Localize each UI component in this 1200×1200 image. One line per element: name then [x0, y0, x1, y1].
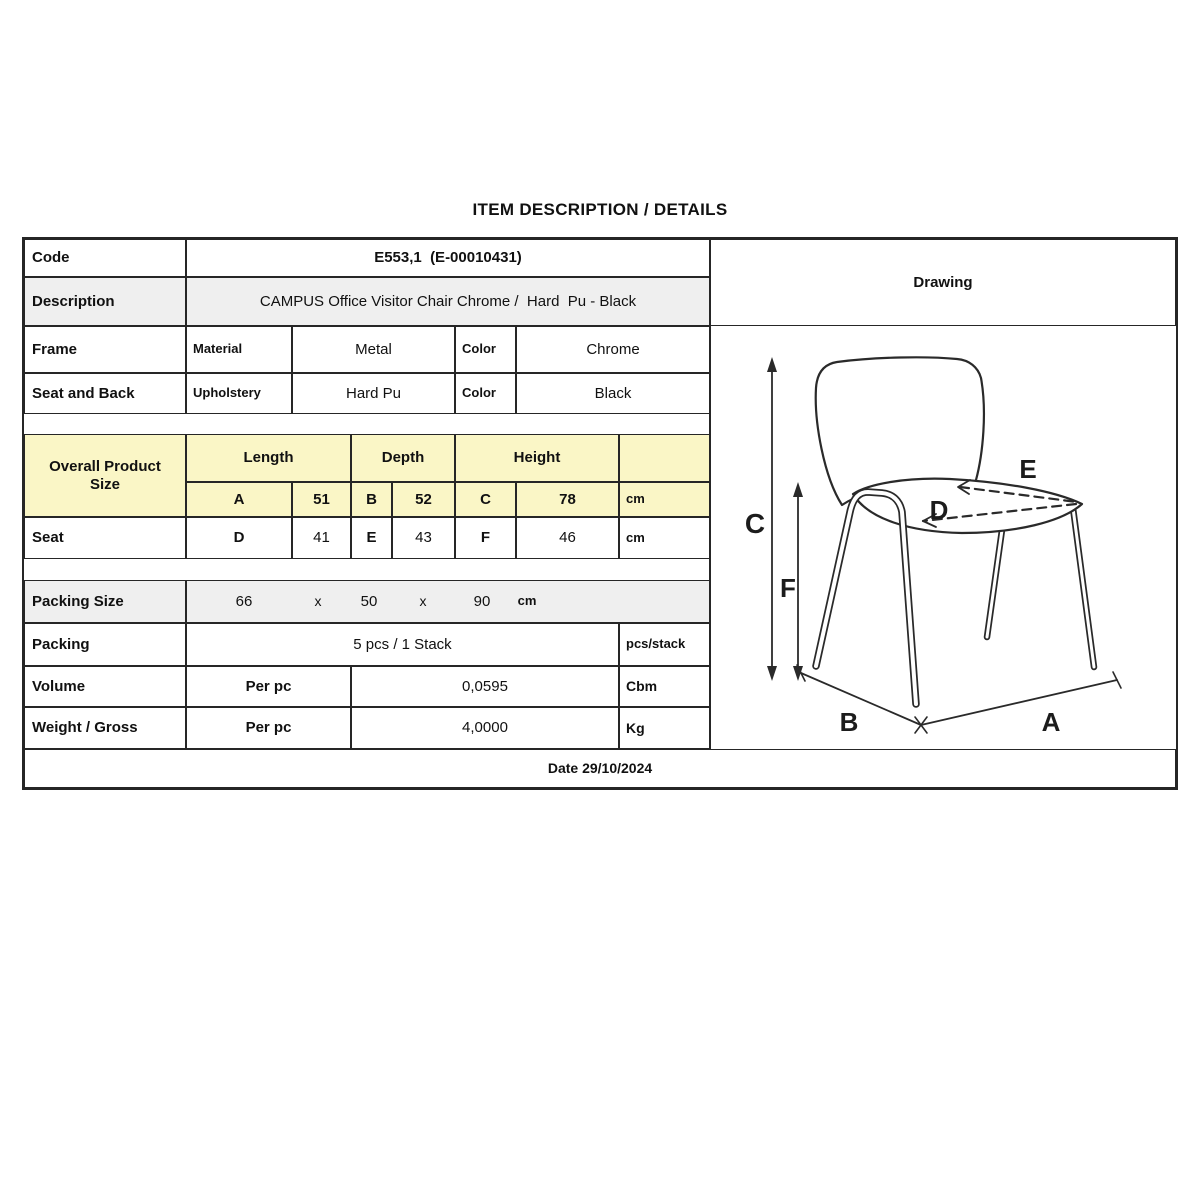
- overall-dim-a-value: 51: [292, 482, 351, 517]
- frame-material-label: Material: [186, 326, 292, 373]
- overall-depth-header: Depth: [351, 434, 455, 482]
- packing-size-height: 90: [473, 592, 491, 610]
- seat-label: Seat: [24, 517, 186, 559]
- spec-table: [22, 237, 1178, 790]
- overall-height-header: Height: [455, 434, 619, 482]
- date-row: Date 29/10/2024: [24, 749, 1176, 788]
- frame-color-value: Chrome: [516, 326, 710, 373]
- seatback-label: Seat and Back: [24, 373, 186, 414]
- dim-c-arrow-bottom: [767, 666, 777, 681]
- overall-unit: cm: [619, 482, 710, 517]
- packing-size-x1: x: [314, 593, 322, 610]
- dim-label-d: D: [929, 495, 949, 525]
- seat-dim-e-value: 43: [392, 517, 455, 559]
- dim-a-line: [921, 680, 1117, 725]
- seatback-upholstery-label: Upholstery: [186, 373, 292, 414]
- overall-dim-c-value: 78: [516, 482, 619, 517]
- dim-c-arrow-top: [767, 357, 777, 372]
- volume-value: 0,0595: [351, 666, 619, 707]
- packing-size-label: Packing Size: [24, 580, 186, 623]
- weight-label: Weight / Gross: [24, 707, 186, 749]
- overall-dim-b-value: 52: [392, 482, 455, 517]
- seatback-upholstery-value: Hard Pu: [292, 373, 455, 414]
- packing-size-length: 66: [235, 592, 253, 610]
- packing-size-width: 50: [360, 592, 378, 610]
- drawing-header: Drawing: [710, 239, 1176, 326]
- chair-drawing: [710, 326, 1176, 749]
- overall-dim-a-key: A: [186, 482, 292, 517]
- frame-material-value: Metal: [292, 326, 455, 373]
- weight-per-pc: Per pc: [186, 707, 351, 749]
- chair-rear-right-leg-fill: [987, 530, 1002, 637]
- seat-dim-f-key: F: [455, 517, 516, 559]
- code-label: Code: [24, 239, 186, 277]
- dim-label-e: E: [1019, 454, 1037, 484]
- packing-label: Packing: [24, 623, 186, 666]
- packing-size-value: [186, 580, 710, 623]
- dim-f-arrow-top: [793, 482, 803, 497]
- packing-value: 5 pcs / 1 Stack: [186, 623, 619, 666]
- overall-length-header: Length: [186, 434, 351, 482]
- dim-b-line: [801, 673, 921, 725]
- overall-size-label: Overall Product Size: [24, 434, 186, 517]
- chair-seat: [853, 479, 1082, 533]
- seatback-color-label: Color: [455, 373, 516, 414]
- seat-dim-e-key: E: [351, 517, 392, 559]
- page-title: ITEM DESCRIPTION / DETAILS: [472, 200, 728, 219]
- volume-unit: Cbm: [619, 666, 710, 707]
- seat-dim-d-key: D: [186, 517, 292, 559]
- dim-label-f: F: [780, 573, 796, 603]
- description-label: Description: [24, 277, 186, 326]
- code-value: E553,1 (E-00010431): [186, 239, 710, 277]
- frame-label: Frame: [24, 326, 186, 373]
- volume-label: Volume: [24, 666, 186, 707]
- volume-per-pc: Per pc: [186, 666, 351, 707]
- frame-color-label: Color: [455, 326, 516, 373]
- overall-dim-c-key: C: [455, 482, 516, 517]
- weight-unit: Kg: [619, 707, 710, 749]
- weight-value: 4,0000: [351, 707, 619, 749]
- dim-ab-vertex-tick: [915, 717, 927, 733]
- packing-size-unit: cm: [517, 593, 537, 609]
- packing-size-x2: x: [419, 593, 427, 610]
- chair-left-frame-tube-fill: [816, 492, 916, 704]
- description-value: CAMPUS Office Visitor Chair Chrome / Hard Pu - Black: [186, 277, 710, 326]
- dim-label-a: A: [1041, 707, 1061, 737]
- chair-front-right-leg-fill: [1073, 508, 1094, 667]
- overall-dim-b-key: B: [351, 482, 392, 517]
- dim-label-b: B: [839, 707, 859, 737]
- overall-empty-cell: [619, 434, 710, 482]
- packing-unit: pcs/stack: [619, 623, 710, 666]
- seat-dim-d-value: 41: [292, 517, 351, 559]
- dim-label-c: C: [744, 508, 766, 539]
- seatback-color-value: Black: [516, 373, 710, 414]
- seat-dim-f-value: 46: [516, 517, 619, 559]
- seat-unit: cm: [619, 517, 710, 559]
